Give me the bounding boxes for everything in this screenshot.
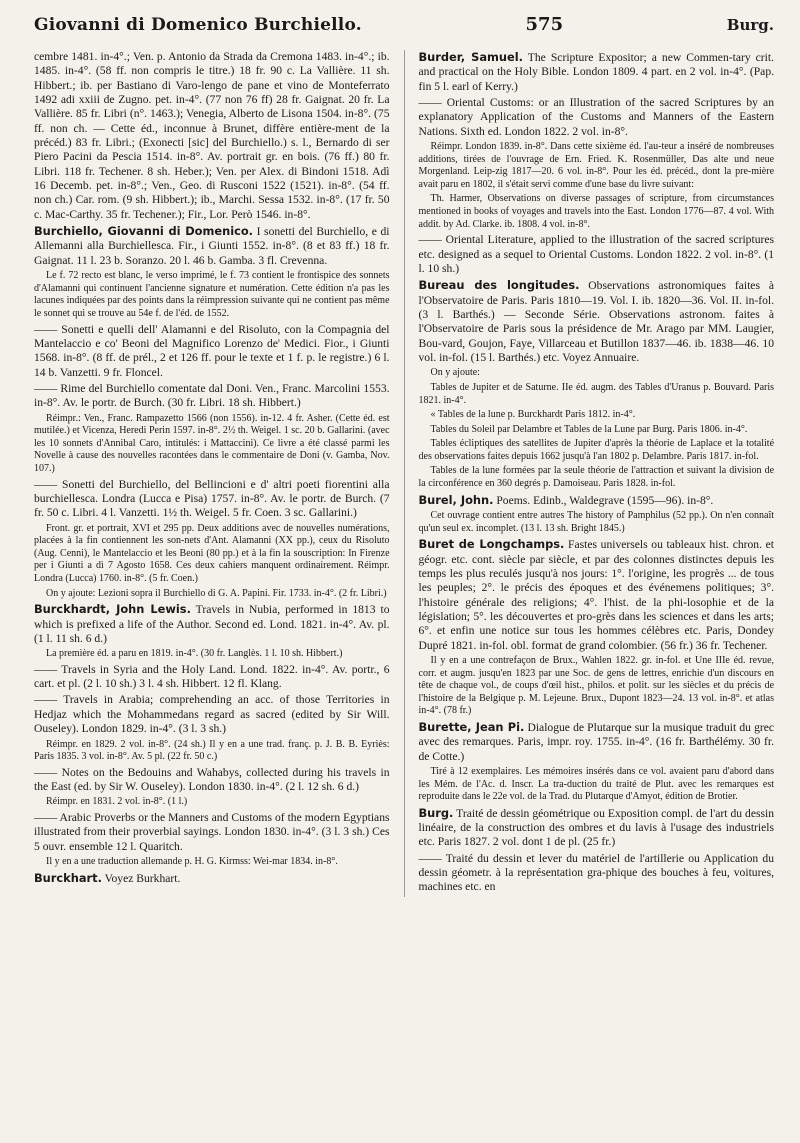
entry-note <box>419 193 775 231</box>
sub-entry <box>34 478 390 521</box>
bibliography-entry <box>34 871 390 886</box>
header-right: Burg. <box>726 16 774 34</box>
two-columns <box>34 50 774 897</box>
entry-note <box>419 766 775 804</box>
entry-text: Réimpr.: Ven., Franc. Rampazetto 1566 (non 1556). in-12. 4 fr. Asher. (Cette éd. est mutilée.) et Vicenza, Heredi Perin 1597. in-8°. 2½ th. Weigel. 1 sc. 20 b. Gallarini. (avec les 10 sonnets d'Annibal Caro, intitulés: i Mattaccini). Ce livre a été classé parmi les Novelle à cause des nouvelles racontées dans le commentaire de Doni (v. Gamba, Nov. 107.) <box>34 412 390 474</box>
entry-text: —— Oriental Customs: or an Illustration of the sacred Scriptures by an explanatory Application of the Customs and Manners of the Eastern Nations. Sixth ed. London 1822. 2 vol. in-8°. <box>418 96 775 138</box>
entry-heading: Burel, John. <box>418 492 494 507</box>
entry-text: « Tables de la lune p. Burckhardt Paris 1812. in-4°. <box>430 409 636 421</box>
bibliography-entry <box>419 278 775 365</box>
entry-note <box>34 413 390 476</box>
entry-note <box>34 796 390 809</box>
entry-text: On y ajoute: Lezioni sopra il Burchiello di G. A. Papini. Fir. 1733. in-4°. (2 fr. Libri.) <box>46 587 387 599</box>
sub-entry <box>34 811 390 854</box>
sub-entry <box>34 382 390 411</box>
entry-heading: Burckhart. <box>34 870 102 885</box>
entry-heading: Burg. <box>418 805 454 820</box>
bibliography-entry <box>419 806 775 850</box>
entry-text: Réimpr. en 1831. 2 vol. in-8°. (1 l.) <box>46 796 188 808</box>
entry-text: Réimpr. en 1829. 2 vol. in-8°. (24 sh.) Il y en a une trad. franç. p. J. B. B. Eyriès: Paris 1835. 3 vol. in-8°. Av. 5 pl. (22 fr. 50 c.) <box>34 738 390 763</box>
entry-heading: Burckhardt, John Lewis. <box>34 602 191 617</box>
entry-note <box>419 141 775 191</box>
entry-note <box>34 523 390 586</box>
sub-entry <box>34 663 390 692</box>
entry-text: On y ajoute: <box>430 367 480 379</box>
entry-note <box>34 739 390 764</box>
entry-text: Travels in Nubia, performed in 1813 to which is prefixed a life of the Author. Second ed. Lond. 1821. in-4°. Av. pl. (1 l. 11 sh. 6 d.) <box>34 603 390 645</box>
entry-text: —— Traité du dessin et lever du matériel de l'artillerie ou Application du dessin géometr. à la représentation gra-phique des bouches à feu, voitures, machines etc. en <box>418 851 775 894</box>
entry-text: —— Travels in Arabia; comprehending an acc. of those Territories in Hedjaz which the Mohammedans regard as sacred (edited by Sir Will. Ouseley). London 1829. in-4°. (3 l. 3 sh.) <box>34 693 390 736</box>
bibliography-entry <box>419 493 775 508</box>
entry-text: Th. Harmer, Observations on diverse passages of scripture, from circumstances mentioned in books of voyages and travels into the East. London 1776—87. 4 vol. With addit. by Ad. Clarke. ib. 1808. 4 vol. in-8°. <box>418 193 775 230</box>
entry-note <box>419 382 775 407</box>
entry-text: Tiré à 12 exemplaires. Les mémoires insérés dans ce vol. avaient paru d'abord dans les Mém. de l'Ac. d. Inscr. La tra-duction du traité de Plut. avec les remarques est reproduite dans le 22e vol. de la Trad. du Plutarque d'Amyot, édition de Brotier. <box>418 765 775 803</box>
entry-heading: Burder, Samuel. <box>418 50 523 64</box>
entry-text: Poems. Edinb., Waldegrave (1595—96). in-8°. <box>493 493 714 507</box>
bibliography-entry <box>419 537 775 653</box>
entry-text: Voyez Burkhart. <box>101 871 181 885</box>
entry-note <box>419 424 775 437</box>
entry-text: —— Sonetti del Burchiello, del Bellincioni e d' altri poeti fiorentini alla burchiellesca. Londra (Lucca e Pisa) 1757. in-8°. Av. le portr. de Burch. (7 fr. 50 c. Libri. 4 l. Vanzetti. 1½ th. Weigel. 5 fr. Coen. 3 sc. Gallarini.) <box>34 477 390 520</box>
sub-entry <box>419 852 775 895</box>
entry-text: Tables écliptiques des satellites de Jupiter d'après la théorie de Laplace et la totalité des observations faites depuis 1662 jusqu'à l'an 1802 p. Delambre. Paris 1817. in-fol. <box>418 438 775 462</box>
entry-note <box>419 438 775 463</box>
entry-text: Dialogue de Plutarque sur la musique traduit du grec avec des remarques. Paris, impr. roy. 1755. in-4°. (16 fr. Barthélémy. 30 fr. de Cotte.) <box>418 720 775 763</box>
entry-heading: Burchiello, Giovanni di Domenico. <box>34 224 254 239</box>
running-header <box>34 14 774 48</box>
entry-note <box>419 367 775 380</box>
entry-text: I sonetti del Burchiello, e di Allemanni alla Burchiellesca. Fir., i Giunti 1552. in-8°. (8 et 83 ff.) 18 fr. Gaignat. 11 l. 23 b. Soranzo. 20 l. 46 b. Gamba. 3 fl. Crevenna. <box>34 225 390 267</box>
entry-note <box>34 856 390 869</box>
entry-text: Le f. 72 recto est blanc, le verso imprimé, le f. 73 contient le frontispice des sonnets d'Alamanni qui continuent l'ancienne signature et numération. Cette édition n'a pas les lacunes indiquées par des points dans la réimpression suivante qui ne contient pas même le sonnet qui se trouve au 54e f. de l'éd. de 1552. <box>34 270 390 319</box>
entry-text: Front. gr. et portrait, XVI et 295 pp. Deux additions avec de nouvelles numérations, placées à la fin contiennent les son-nets d'Ant. Alamanni (XX pp.), ceux du Risoluto (Aug. Cenni), le Mantelaccio et les Beoni (80 pp.) et à la fin la souscription: In Firenze per i Giunti a dì 7 Agosto 1658. Ces deux cahiers manquent ordinairement. Réimpr. Londra (Lucca) 1760. in-8°. (5 fr. Coen.) <box>34 522 390 584</box>
entry-note <box>419 465 775 490</box>
left-column <box>34 50 390 897</box>
sub-entry <box>34 323 390 380</box>
entry-text: The Scripture Expositor; a new Commen-tary crit. and practical on the Holy Bible. London 1809. 4 part. en 2 vol. in-4°. (Pap. fin 5 l. earl of Kerry.) <box>418 51 775 93</box>
sub-entry <box>419 96 775 139</box>
entry-text: Tables de la lune formées par la seule théorie de l'attraction et suivant la division de la circonférence en 360 degrés p. Damoiseau. Paris 1828. in-fol. <box>418 465 775 490</box>
sub-entry <box>419 233 775 276</box>
right-column <box>419 50 775 897</box>
entry-note <box>419 510 775 535</box>
header-left: Giovanni di Domenico Burchiello. <box>34 15 362 35</box>
entry-note <box>419 409 775 422</box>
entry-text: La première éd. a paru en 1819. in-4°. (30 fr. Langlès. 1 l. 10 sh. Hibbert.) <box>46 648 343 660</box>
entry-note <box>34 588 390 601</box>
entry-text: Tables du Soleil par Delambre et Tables de la Lune par Burg. Paris 1806. in-4°. <box>430 423 748 435</box>
entry-text: —— Arabic Proverbs or the Manners and Customs of the modern Egyptians illustrated from their proverbial sayings. London 1830. in-4°. (3 l. 3 sh.) Ces 5 ouvr. ensemble 12 l. Quaritch. <box>34 810 390 853</box>
page-number: 575 <box>525 14 564 35</box>
entry-text: Fastes universels ou tableaux hist. chron. et géogr. etc. cont. siècle par siècle, et par des colonnes distinctes depuis les temps les plus reculés jusqu'à nos jours: 1°. l'origine, les progrès ... de tous les peuples; 2°. le précis des époques et des événemens politiques; 3°. l'histoire générale des religions; 4°. l'hist. de la phi-losophie et de la législation; 5°. les découvertes et pro-grès dans les sciences et dans les arts; 6°. et enfin une notice sur tous les hommes célèbres etc. Paris, Dondey Dupré 1821. in-fol. obl. format de grand colombier. (56 fr.) 36 fr. Techener. <box>418 538 775 652</box>
entry-note <box>419 655 775 718</box>
sub-entry <box>34 693 390 736</box>
entry-text: —— Sonetti e quelli dell' Alamanni e del Risoluto, con la Compagnia del Mantelaccio e co' Beoni del Magnifico Lorenzo de' Medici. Fior., i Giunti 1568. in-8°. (8 ff. de prél., 2 et 126 ff. pour le texte et 1 f. p. le registre.) 6 l. 14 b. Vanzetti. 9 fr. Floncel. <box>34 322 390 379</box>
page <box>34 14 774 897</box>
entry-heading: Bureau des longitudes. <box>418 278 580 293</box>
entry-text: Tables de Jupiter et de Saturne. IIe éd. augm. des Tables d'Uranus p. Bouvard. Paris 1821. in-4°. <box>418 381 775 406</box>
entry-text: cembre 1481. in-4°.; Ven. p. Antonio da Strada da Cremona 1483. in-4°.; ib. 1485. in-4°. (58 ff. non compris le titre.) 18 fr. 90 c. La Vallière. 11 sh. Hibbert.; ib. per Bastiano di Varo-lengo de pane et vino de Monteferrato 1492 adi xxiii de Zugno. pet. in-4°. (77 non 76 ff) 28 fr. Gaignat. 20 fr. La Vallière. 85 fr. Libri (n°. 1463.); Venegia, Alberto de Lisona 1504. in-8°. (75 ff. non ch. — Cette éd., inconnue à Brunet, diffère entière-ment de la précéd.) 83 fr. Libri.; (Exonecti [sic] del Burchiello.) s. l., Bernardo di ser Piero Pacini da Pescia 1514. in-8°. Av. portrait gr. en bois. (76 ff.) 80 fr. Libri. 118 fr. Techener. 8 sh. Heber.); Ven. per Alex. di Bindoni 1518. Adì 16 Decemb. pet. in-8°.; Ven., Geo. di Rusconi 1522 (1521). in-8°. (54 ff. non ch.) Car. rom. (9 sh. Hibbert.); ib., Marchi. Sessa 1532. in-8°. (17 fr. 50 c. Mac-Carthy. 35 fr. Techener.); Fir., Lor. Però 1546. in-8°. <box>34 50 390 221</box>
entry-text: —— Notes on the Bedouins and Wahabys, collected during his travels in the East (ed. by Sir W. Ouseley). London 1830. in-4°. (2 l. 12 sh. 6 d.) <box>34 765 390 794</box>
entry-note <box>34 270 390 320</box>
entry-text: Cet ouvrage contient entre autres The history of Pamphilus (52 pp.). On n'en connaît qu'un seul ex. incomplet. (13 l. 13 sh. Bright 1845.) <box>418 510 775 534</box>
entry-text: Traité de dessin géométrique ou Exposition compl. de l'art du dessin linéaire, de la construction des ombres et du lavis à l'usage des industriels etc. Paris 1827. 2 vol. dont 1 de pl. (25 fr.) <box>418 806 775 849</box>
entry-text: —— Oriental Literature, applied to the illustration of the sacred scriptures etc. designed as a sequel to Oriental Customs. London 1822. 2 vol. in-8°. (1 l. 10 sh.) <box>418 233 775 275</box>
entry-text: Il y en a une contrefaçon de Brux., Wahlen 1822. gr. in-fol. et Une IIIe éd. revue, corr. et augm. jusqu'en 1823 par une Soc. de gens de lettres, enrichie d'un discours en tête de chaque vol., de coups d'œil hist., philos. et polit. sur les siècles et du précis de l'histoire de la Belgique p. M. Lejeune. Brux., Dupont 1823—24. 13 vol. in-8°. et atlas in-4°. (78 fr.) <box>418 654 775 717</box>
entry-heading: Burette, Jean Pi. <box>418 719 525 734</box>
column-divider <box>404 50 405 897</box>
bibliography-entry <box>419 720 775 764</box>
entry-heading: Buret de Longchamps. <box>418 537 565 552</box>
entry-text: Il y en a une traduction allemande p. H. G. Kirmss: Wei-mar 1834. in-8°. <box>46 856 338 867</box>
entry-note <box>34 648 390 661</box>
bibliography-entry <box>34 50 390 222</box>
entry-text: —— Rime del Burchiello comentate dal Doni. Ven., Franc. Marcolini 1553. in-8°. Av. le portr. de Burch. (30 fr. Libri. 18 sh. Hibbert.) <box>34 381 390 410</box>
bibliography-entry <box>419 50 775 94</box>
entry-text: Observations astronomiques faites à l'Observatoire de Paris. Paris 1810—19. Vol. I. ib. 1820—36. Vol. II. in-fol. (3 l. Barthés.) — Seconde Série. Observations astronom. faites à l'Observatoire de Paris sous la présidence de Mr. Arago par MM. Laugier, Bou-vard, Goujon, Faye, Villarceau et Butillon 1837—46. ib. 1838—46. 10 vol. in-fol. (15 l. Barthés.) etc. Voyez Annuaire. <box>418 279 775 364</box>
sub-entry <box>34 766 390 795</box>
entry-text: —— Travels in Syria and the Holy Land. Lond. 1822. in-4°. Av. portr., 6 cart. et pl. (2 l. 10 sh.) 3 l. 4 sh. Hibbert. 12 fl. Klang. <box>34 662 390 691</box>
entry-text: Réimpr. London 1839. in-8°. Dans cette sixième éd. l'au-teur a inséré de nombreuses additions, tirées de l'ouvrage de Ern. Fried. K. Rosenmüller, Das alte und neue Morgenland. Leip-zig 1817—20. 6 vol. in-8°. Pour les éd. précéd., dont la pre-mière avait paru en 1802, il s'était servi comme d'une base du livre suivant: <box>418 141 775 190</box>
bibliography-entry <box>34 602 390 646</box>
bibliography-entry <box>34 224 390 268</box>
